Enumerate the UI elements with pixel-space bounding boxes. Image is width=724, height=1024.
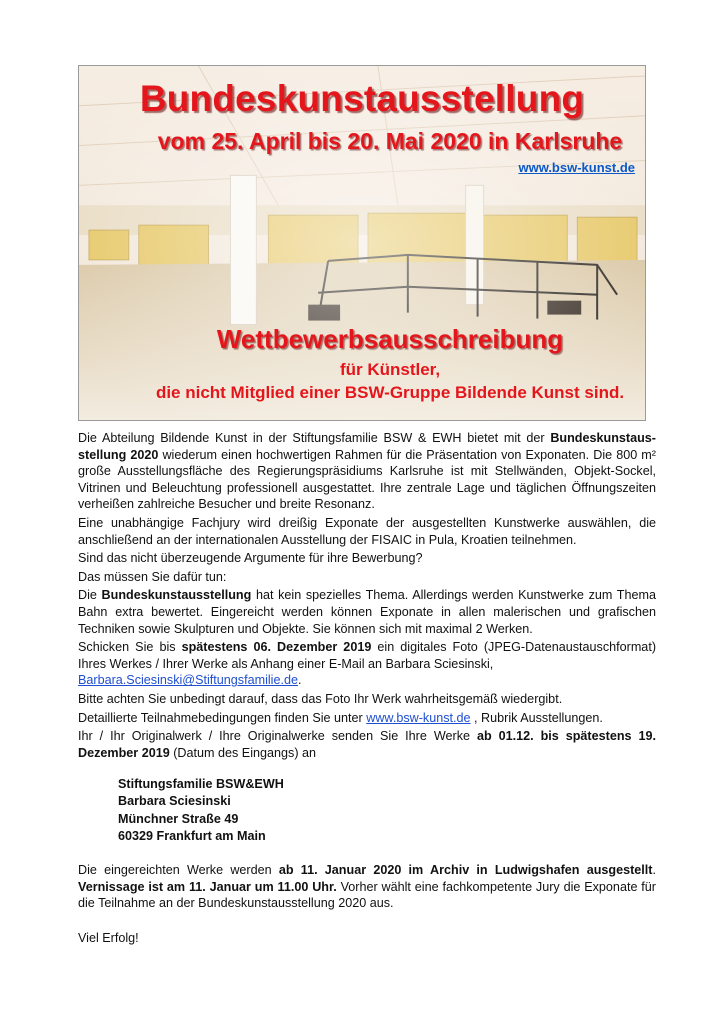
paragraph-theme (78, 587, 656, 637)
text-span: Die eingereichten Werke werden (78, 863, 279, 877)
text-span: . (652, 863, 656, 877)
banner-url-link[interactable]: www.bsw-kunst.de (518, 160, 635, 175)
paragraph-submission (78, 639, 656, 689)
farewell-text: Viel Erfolg! (78, 931, 139, 945)
text-span: ein digitales Foto (JPEG-Datenaustauschformat) Ihres Werkes / Ihrer Werke als Anhang einer E-Mail an Barbara Sciesinski, (78, 640, 657, 671)
banner-subtitle-line3: die nicht Mitglied einer BSW-Gruppe Bildende Kunst sind. (155, 383, 625, 402)
bold-text: Bundeskunstausstellung 2020 (78, 431, 656, 462)
banner-date: vom 25. April bis 20. Mai 2020 in Karlsruhe (157, 128, 623, 154)
text-span: . (297, 673, 302, 688)
text-span: , Rubrik Ausstellungen. (470, 710, 603, 725)
bold-text: ab 11. Januar 2020 im Archiv in Ludwigshafen ausgestellt (278, 863, 653, 877)
text-span: Ihr / Ihr Originalwerk / Ihre Originalwerke senden Sie Ihre Werke (78, 729, 477, 744)
paragraph-question: Sind das nicht überzeugende Argumente für ihre Bewerbung? (78, 551, 423, 566)
document-body (78, 430, 656, 763)
address-line: Münchner Straße 49 (118, 811, 239, 826)
text-span: Schicken Sie bis (78, 640, 182, 655)
bold-text: Vernissage ist am 11. Januar um 11.00 Uhr. (78, 879, 337, 894)
text-span: Die (78, 588, 102, 603)
address-line: Barbara Sciesinski (118, 794, 231, 809)
postal-address (118, 776, 284, 846)
paragraph-intro (78, 430, 656, 513)
paragraph-originals (78, 728, 656, 761)
paragraph-steps-heading: Das müssen Sie dafür tun: (78, 569, 227, 584)
text-span: Vorher wählt eine fachkompetente Jury die Exponate für die Teilnahme an der Bundeskunstausstellung 2020 aus. (78, 879, 656, 911)
text-span: Detaillierte Teilnahmebedingungen finden Sie unter (78, 710, 367, 725)
banner-subtitle-line2: für Künstler, (339, 360, 441, 379)
bold-text: ab 01.12. bis spätestens 19. Dezember 2019 (78, 729, 656, 760)
text-span: (Datum des Eingangs) an (169, 745, 317, 760)
exhibition-banner (78, 65, 646, 421)
paragraph-conditions (78, 710, 656, 727)
text-span: wiederum einen hochwertigen Rahmen für die Präsentation von Exponaten. Die 800 m² große Ausstellungsfläche des Regierungspräsidiums Karlsruhe ist mit Stellwänden, Objekt-Sockel, Vitrinen und Beleuchtung professionell ausgestattet. Ihre zentrale Lage und täglichen Öffnungszeiten verheißen zahlreiche Besucher und breite Resonanz. (78, 447, 656, 512)
bold-text: spätestens 06. Dezember 2019 (181, 640, 372, 655)
address-line: 60329 Frankfurt am Main (118, 829, 266, 844)
address-line: Stiftungsfamilie BSW&EWH (118, 777, 284, 791)
banner-subtitle: Wettbewerbsausschreibung (216, 324, 564, 354)
website-link[interactable]: www.bsw-kunst.de (366, 710, 471, 725)
text-span: Die Abteilung Bildende Kunst in der Stiftungsfamilie BSW & EWH bietet mit der (78, 431, 551, 445)
banner-title: Bundeskunstausstellung (139, 78, 585, 119)
paragraph-photo-note: Bitte achten Sie unbedingt darauf, dass das Foto Ihr Werk wahrheitsgemäß wiedergibt. (78, 691, 563, 706)
paragraph-closing (78, 862, 656, 912)
text-span: hat kein spezielles Thema. Allerdings werden Kunstwerke zum Thema Bahn extra bewertet. Eingereicht werden können Exponate in allen malerischen und grafischen Techniken sowie Skulpturen und Objekte. Sie können sich mit maximal 2 Werken. (78, 588, 656, 636)
bold-text: Bundeskunstausstellung (101, 588, 252, 603)
email-link[interactable]: Barbara.Sciesinski@Stiftungsfamilie.de (78, 673, 298, 688)
paragraph-jury: Eine unabhängige Fachjury wird dreißig Exponate der ausgestellten Kunstwerke auswählen, die anschließend an der internationalen Ausstellung der FISAIC in Pula, Kroatien teilnehmen. (78, 515, 656, 547)
